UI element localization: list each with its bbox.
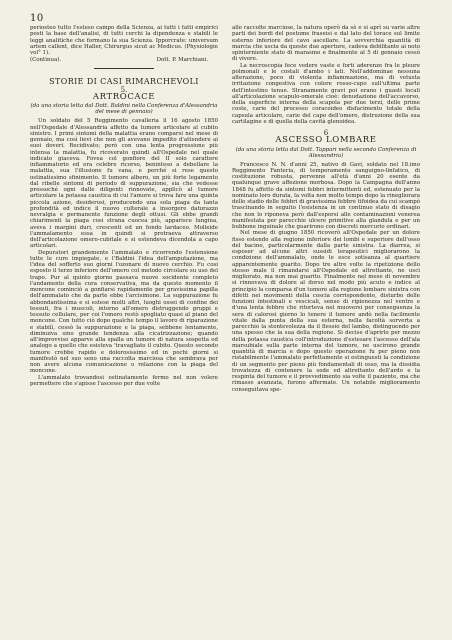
page-number: 10 [30,13,44,24]
body-paragraph: Depuratori grandemente l'ammalato e ricorrendo l'estensione tutte le cure impiegate, e l'Baldini l'idea dell'amputazione, ma l'idea del sofferto suo giorni l'ozonare di nuovo cerchio. Fu cosi esposto il terzo inferiore dell'omero col metodo circolare su uso del trapo. Pur al quinto giorno passava nuove socidente completo l'andamento della cura conservativa, ma da questo momento il moncone cominciò a gonfiarsi rapidamente per gravissima papilla dell'ammalato che da parte ebbe l'arcisimone. La suppurazione fu abbondantissima e si estese molti altri, luoghi ossei di confine dei tessuti, fra i muscoli, intorno all'omero distruggendo gruppi e tessuto cellulare, per coi l'omero restò spogliato quasi al piano del moncone. Con tutto ciò dopo qualche tempo il lavoro di riparazione e stabilì, cessò la suppurazione e la piaga, sebbene lentamente, diminuiva sino grande tendenza alla cicatrizzazione; quando all'improvviso apparve alla spalla un tumore di natura sospetta ed analogo a quello che esisteva 'travagliato il cubito. Questo secondo tumore crebbe rapido e dolorosissimo ed in pochi giorni si manifestò nel suo seno una raccolta marciosa che sembrava per non avere alcuna comunicazione o relazione con la piaga del moncone. [30,249,218,375]
author-signature: Dott. P. Marchiani. [156,57,208,64]
body-paragraph: Francesco N. N. d'anni 25, nativo di Gavi, soldato nel 18.imo Reggimento Fanteria, di temperamento sanguigno-linfatico, di costituzione robusta, pervenne all'età d'anni 20 esente da qualunque grave affezione morbosa. Dopo la Campagna dell'anno 1848 fu affetto da sintomi febbri intermittenti ed, estenuato per la nominato loro durata, la volta non molto tempo dopo la rinegliorara dello stadio delle febbri di gravissima febbre tifoidea da cui scampò trascinando in seguito l'esistenza in un continuo stato di disagio che non lo riponeva però dall'esporsi alle contaminazioni venerea manifestata per parecchie ulcere primitive alla glandula e per un bubbone inguinale che guarirono con discreti mercurio ordinari. [232,161,420,231]
case-subtitle: (da una storia letta dal Dott. Tappari nella seconda Conferenza di Alessandria) [235,146,417,159]
body-paragraph: L'ammalato trovandosi ostinatamente fermo nel non volere permettere che s'apisse l'ascesso per due volte [30,374,218,387]
body-paragraph: Nel mese di giugno 1850 ricoverò all'Ospedale per un dolore fisso estendo alla regione inferiore dei lombi e superiore dell'osso del bacino, particolarmente dalla parte sinistra. La diarrea, si esposer ad alcune altri sussidi terapeutici migliorarono la condizione dell'ammalato, onde le esce sotisanza al quartiere apparentemente guarito. Dopo tre altre volte la ripetizione dello stesso male il rimandarsi all'Ospedale ed altrettante, ne usci migliorato, ma non mai guarito. Finalmente nel mese di novembre si rinnovava di dolore al dorso nel modo più acuto e indice al principio la comparsa d'un tumore alla regione lombare sinistra con difetti nei movimenti della coscia corrispondente, disturbo delle funzioni intestinali e vescicali, senso di ripienezza nel ventre e d'una lenta febbre che ritorteva nel muoversi per conseguenza la sera di calorosi giorno lo tenere il tumore andò nella facilmente vitale dalla punta della sua esterna, nella facoltà sorverta a parecchio la stentevolezza da il flessio del lambo, distinguendo per una spesso che la sua della regione. Si decise d'aprirlo per mezzo della potassa caustica coll'introduzione d'estesare l'ascesso dell'ala marsubiale sulla parte interna del tumore, ne uscirono grande quantità di marcia e dopo questo operazione fu per pieno non ristabilmente l'ammalato perfettamente si estinguesti la condizione di un segmento per pieno più fondamentali di osso, ma la dissidia trovatezza di contenere la sede ed altrettanto dell'ardo e la respinta del tumore e il provvedimento sia volte il paziente, ma che rimasse avanzata, furono affermate. Un notabile miglioramento conseguitava spe- [232,230,420,393]
intro-paragraph: periosteo tutto l'esteso campo della Scienza, ai tutti i fatti empirici posti la base dell'analisi, di tutti cerchi la dipendenza e stabili le leggi analitiche che formano la sua Scienza. Ipporcrate: universum artem callent, dice Haller, Chirurgus sicut ac Medicus. (Physiologie vol° 1). [30,25,218,56]
left-column [30,25,218,387]
body-paragraph: Un soldato del 5 Reggimento cavalleria il 16 agosto 1850 nell'Ospedale d'Alessandria affetto da tumore articolare al cubito sinistro. I primi sintomi della malattia erano comparsi nel mese di gennaio, ma così lievi che non gli avevano impedito d'attendere ai suoi doveri. Recidivato; però con una lenta progressione più intensa la malattia, fu ricoverato quindi all'Ospedale nel quale indicato giaceva. Fovea col gonfiore del II solo carattere infiammatorio ed era celebre ricorso, beninteso a debellare la malattia, sua l'illusione fu vana, e perché si rese questo ostinatissimo sfinimento. Il tumore albero, un più forte legamento dal ribelle sintomi di periodo di suppurazione, sia che vedesse pressoché ogni dalle diligenti rinnovate, applicò al tumore articolare la potassa caustica di cui l'amore si trova fare una quinta piccola azione, desiderosi, producendo una sola piaga da tanta profondità ed indice il nuovo culterale a insorgere daturazzo nevralgia e permanente funzione degli ottusi. Gli ebbe grandi chiarimenti la piaga cosi strana cuocea più, apparisce lungina, aveva i margini duri, crescenti ed un fondo lardaceo. Molleide l'ammalamento essa in quindi si protraeva attraverso dell'articolazione omero-cubitale e si estendeva dicendola a capo articolari. [30,118,218,250]
body-paragraph: alle raccolte marciose, la natura operò da sè e si aprì su varie altre parti dei bordi del postume fraseisi e dal lato del torace sul limite esterno inferiore del cavo ascellare. La sovverchia quantità di marcia che uscia da queste due aperture, cadeva debilitante ai noto spinterniente stato di marasmo e finalmente al 5 di gennaio cessò di vivere. [232,25,420,63]
body-paragraph: La necroscopia fece vedere vaste e forti aderenze fra le pleure polmonali e le costali d'ambo i lati. Nell'addominae nessuna alterazione, poco di violenta infiammazione, ma di vetusta irritazione congestiva con colore rosso-cupo sull'ultima parte dell'intestino tenue. Stranamente gravi poi erano i guasti locali all'articolazione scapulo-omerale cioè: denudazione dell'accavorso, della superficie interna della scapola per due terzi, delle prime coste, carie del processo coracoideo disfacimento totale della capsula articolare, carie del capo dell'omero, distruzione della sua cartilagine e di quella della cavità glenoidea. [232,62,420,125]
case-number: 6 [323,129,329,137]
case-number: 5. [120,85,128,94]
case-title: ARTROCACE [92,92,156,102]
case-subtitle: (da una storia letta dal Dott. Baldini nella Conferenza d'Alessandria del mese di gennaio) [30,103,218,116]
section-title: STORIE DI CASI RIMARCHEVOLI [49,76,199,86]
signature-line [30,57,218,63]
divider [94,68,154,69]
case-title: ASCESSO LOMBARE [275,135,377,146]
right-column [232,25,420,393]
continua-label: (Continua). [30,57,62,64]
